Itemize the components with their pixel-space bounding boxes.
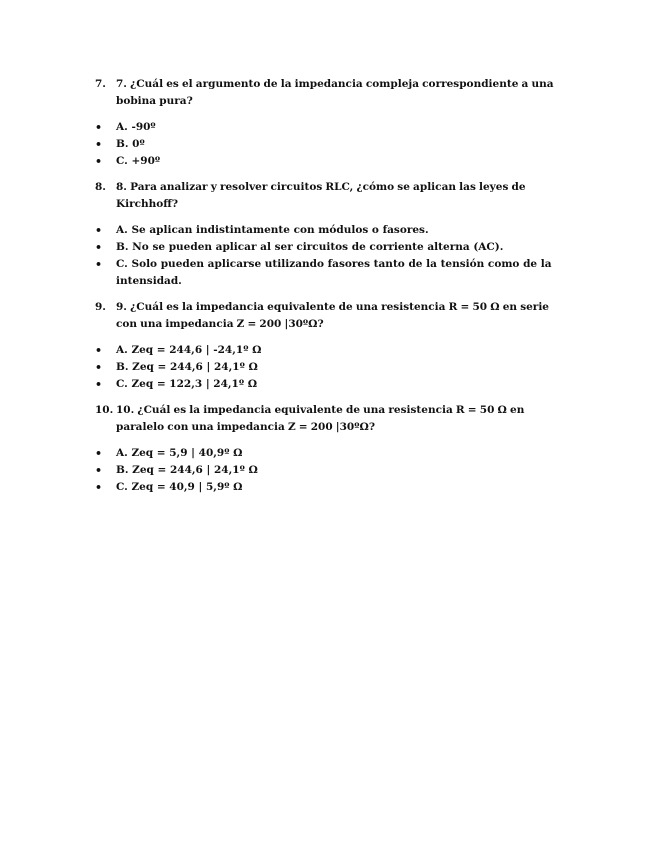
option-c [95, 479, 565, 496]
option-text: A. Se aplican indistintamente con módulos o fasores. [116, 224, 429, 236]
option-a [95, 119, 565, 136]
question-text: 9. ¿Cuál es la impedancia equivalente de una resistencia R = 50 Ω en serie con una impedancia Z = 200 |30ºΩ? [116, 301, 549, 330]
option-c [95, 376, 565, 393]
question-text: 7. ¿Cuál es el argumento de la impedancia compleja correspondiente a una bobina pura? [116, 78, 554, 107]
question-8-options [95, 222, 565, 290]
option-text: C. Zeq = 40,9 | 5,9º Ω [116, 481, 243, 493]
option-text: A. Zeq = 5,9 | 40,9º Ω [116, 447, 243, 459]
question-9-options [95, 342, 565, 393]
option-text: B. No se pueden aplicar al ser circuitos de corriente alterna (AC). [116, 241, 504, 253]
option-text: B. 0º [116, 138, 145, 150]
option-b [95, 136, 565, 153]
option-a [95, 222, 565, 239]
bullet-icon: • [95, 378, 103, 391]
bullet-icon: • [95, 155, 103, 168]
question-9 [95, 299, 565, 333]
bullet-icon: • [95, 258, 103, 271]
question-8 [95, 179, 565, 213]
question-number: 9. [95, 301, 106, 313]
question-text: 10. ¿Cuál es la impedancia equivalente de una resistencia R = 50 Ω en paralelo con una impedancia Z = 200 |30ºΩ? [116, 404, 525, 433]
bullet-icon: • [95, 224, 103, 237]
option-b [95, 359, 565, 376]
option-text: B. Zeq = 244,6 | 24,1º Ω [116, 464, 258, 476]
bullet-icon: • [95, 241, 103, 254]
option-text: C. Solo pueden aplicarse utilizando fasores tanto de la tensión como de la intensidad. [116, 258, 552, 287]
option-text: B. Zeq = 244,6 | 24,1º Ω [116, 361, 258, 373]
option-a [95, 342, 565, 359]
bullet-icon: • [95, 344, 103, 357]
option-b [95, 239, 565, 256]
question-number: 10. [95, 404, 114, 416]
option-text: C. Zeq = 122,3 | 24,1º Ω [116, 378, 258, 390]
question-list [95, 76, 565, 505]
question-text: 8. Para analizar y resolver circuitos RLC, ¿cómo se aplican las leyes de Kirchhoff? [116, 181, 526, 210]
option-text: C. +90º [116, 155, 161, 167]
bullet-icon: • [95, 121, 103, 134]
option-b [95, 462, 565, 479]
question-7 [95, 76, 565, 110]
option-a [95, 445, 565, 462]
option-text: A. Zeq = 244,6 | -24,1º Ω [116, 344, 262, 356]
bullet-icon: • [95, 361, 103, 374]
option-c [95, 256, 565, 290]
option-text: A. -90º [116, 121, 156, 133]
question-10 [95, 402, 565, 436]
bullet-icon: • [95, 464, 103, 477]
bullet-icon: • [95, 138, 103, 151]
bullet-icon: • [95, 481, 103, 494]
question-7-options [95, 119, 565, 170]
question-10-options [95, 445, 565, 496]
bullet-icon: • [95, 447, 103, 460]
question-number: 8. [95, 181, 106, 193]
option-c [95, 153, 565, 170]
question-number: 7. [95, 78, 106, 90]
